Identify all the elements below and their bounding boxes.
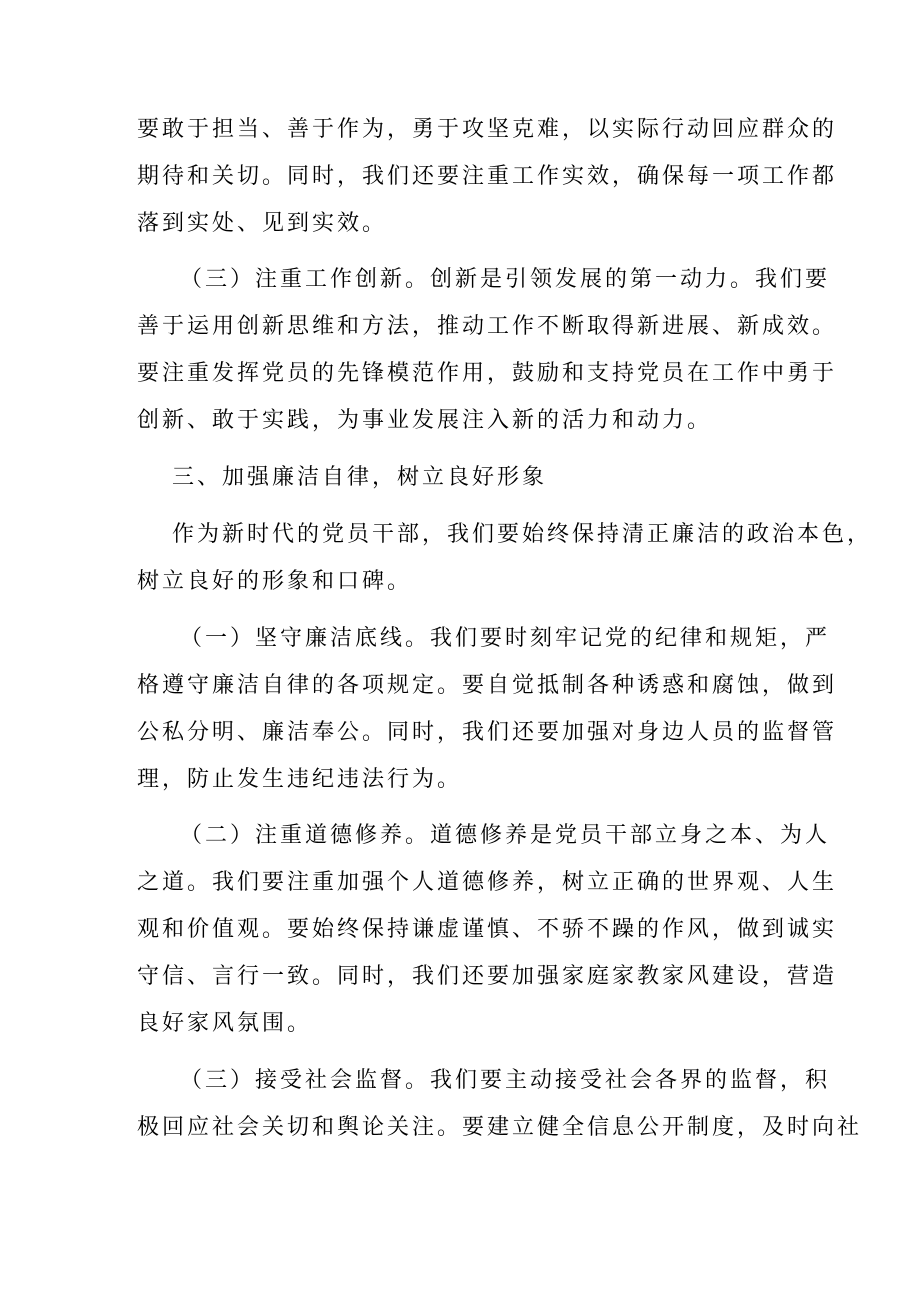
text-line-14: 理，防止发生违纪违法行为。: [137, 767, 463, 792]
text-line-6: 要注重发挥党员的先锋模范作用，鼓励和支持党员在工作中勇于: [137, 361, 838, 386]
text-line-21: 极回应社会关切和舆论关注。要建立健全信息公开制度，及时向社: [137, 1115, 863, 1140]
text-line-11: （一）坚守廉洁底线。我们要时刻牢记党的纪律和规矩，严: [180, 626, 831, 651]
text-line-4: （三）注重工作创新。创新是引领发展的第一动力。我们要: [180, 267, 831, 292]
text-line-7: 创新、敢于实践，为事业发展注入新的活力和动力。: [137, 408, 713, 433]
text-line-10: 树立良好的形象和口碑。: [137, 569, 413, 594]
text-line-5: 善于运用创新思维和方法，推动工作不断取得新进展、新成效。: [137, 314, 838, 339]
text-line-3: 落到实处、见到实效。: [137, 211, 388, 236]
text-line-1: 要敢于担当、善于作为，勇于攻坚克难，以实际行动回应群众的: [137, 117, 838, 142]
text-line-19: 良好家风氛围。: [137, 1011, 313, 1036]
text-line-16: 之道。我们要注重加强个人道德修养，树立正确的世界观、人生: [137, 870, 838, 895]
text-line-20: （三）接受社会监督。我们要主动接受社会各界的监督，积: [180, 1068, 831, 1093]
text-line-18: 守信、言行一致。同时，我们还要加强家庭家教家风建设，营造: [137, 964, 838, 989]
text-line-17: 观和价值观。要始终保持谦虚谨慎、不骄不躁的作风，做到诚实: [137, 917, 838, 942]
text-line-15: （二）注重道德修养。道德修养是党员干部立身之本、为人: [180, 823, 831, 848]
text-line-2: 期待和关切。同时，我们还要注重工作实效，确保每一项工作都: [137, 164, 838, 189]
section-heading: 三、加强廉洁自律，树立良好形象: [172, 465, 548, 490]
text-line-9: 作为新时代的党员干部，我们要始终保持清正廉洁的政治本色，: [172, 522, 873, 547]
text-line-12: 格遵守廉洁自律的各项规定。要自觉抵制各种诱惑和腐蚀，做到: [137, 673, 838, 698]
text-line-13: 公私分明、廉洁奉公。同时，我们还要加强对身边人员的监督管: [137, 720, 838, 745]
